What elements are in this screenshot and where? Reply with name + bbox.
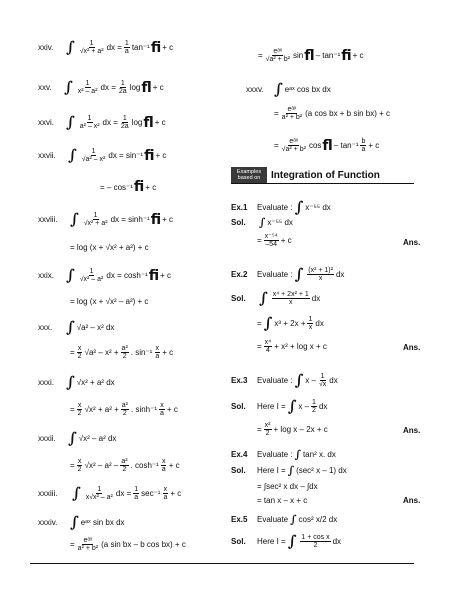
formula-xxviii-alt: = log (x + √x² + a²) + c xyxy=(70,243,149,252)
formula-xxx: xxx. ∫ √a² – x² dx xyxy=(38,318,115,336)
formula-xxxi-result: = $\frac{x}{2}$ √x² + a² + $\frac{\text{a²}}{2}$ . sinh⁻¹ $\frac{x}{a}$ + c xyxy=(70,402,178,418)
formula-xxvi: xxvi. ∫ $\frac{1}{\text{a² – x²}}$ dx = $\frac{1}{2a}$ log ﬂ + c xyxy=(38,113,166,132)
answer-label: Ans. xyxy=(403,426,421,435)
formula-xxiv: xxiv. ∫ $\frac{1}{\text{√x² + a²}}$ dx = $\frac{1}{a}$ tan⁻¹ ﬁ + c xyxy=(38,38,174,57)
solution-3-result: = $\frac{\text{x²}}{2}$ + log x – 2x + c xyxy=(257,422,328,438)
formula-xxvii-alt: = – cos⁻¹ ﬁ + c xyxy=(100,179,157,195)
integral-sign: ∫ xyxy=(66,38,75,57)
formula-xxxii-result: = $\frac{x}{2}$ √x² – a² – $\frac{\text{a²}}{2}$ . cosh⁻¹ $\frac{x}{a}$ + c xyxy=(70,458,180,474)
answer-label: Ans. xyxy=(403,238,421,247)
formula-xxx-result: = $\frac{x}{2}$ √a² – x² + $\frac{\text{a²}}{2}$ . sin⁻¹ $\frac{x}{a}$ + c xyxy=(70,345,174,361)
formula-xxxiv: xxxiv. ∫ eᵃˣ sin bx dx xyxy=(38,513,125,531)
section-header xyxy=(231,167,380,183)
formula-xxviii: xxviii. ∫ $\frac{1}{\text{√x² + a²}}$ dx = sinh⁻¹ ﬁ + c xyxy=(38,210,173,229)
formula-xxxii: xxxii. ∫ √x² – a² dx xyxy=(38,429,117,447)
formula-xxvii: xxvii. ∫ $\frac{1}{\text{√a² – x²}}$ dx = sin⁻¹ ﬁ + c xyxy=(38,146,167,165)
formula-xxxiv-alt: = $\frac{\text{eᵃˣ}}{\text{√a² + b²}}$ sin ﬂ – tan⁻¹ ﬁ + c xyxy=(258,47,364,64)
example-1: Ex.1 Evaluate : ∫ x⁻⁵⁵ dx xyxy=(231,198,331,216)
formula-xxix: xxix. ∫ $\frac{1}{\text{√x² – a²}}$ dx = cosh⁻¹ ﬁ + c xyxy=(38,266,172,285)
formula-xxxiii: xxxiii. ∫ $\frac{1}{\text{x√x² – a²}}$ dx = $\frac{1}{a}$ sec⁻¹ $\frac{x}{a}$ + c xyxy=(38,484,182,503)
formula-xxxiv-result: = $\frac{\text{eᵃˣ}}{\text{a² + b²}}$ (a sin bx – b cos bx) + c xyxy=(70,537,186,553)
answer-label: Ans. xyxy=(403,343,421,352)
solution-2-step: = ∫ x³ + 2x + $\frac{1}{x}$ dx xyxy=(257,314,324,333)
formula-xxv: xxv. ∫ $\frac{1}{\text{x² – a²}}$ dx = $\frac{1}{2a}$ log ﬂ + c xyxy=(38,78,164,97)
solution-4-result: = tan x – x + c xyxy=(257,496,308,505)
solution-5: Sol. Here I = ∫ $\frac{\text{1 + cos x}}{2}$ dx xyxy=(231,532,342,551)
answer-label: Ans. xyxy=(403,496,421,505)
section-divider xyxy=(231,183,414,184)
formula-xxxv-result: = $\frac{\text{eᵃˣ}}{\text{a² + b²}}$ (a cos bx + b sin bx) + c xyxy=(274,106,391,122)
solution-3: Sol. Here I = ∫ x – $\frac{1}{2}$ dx xyxy=(231,397,328,416)
section-title: Integration of Function xyxy=(271,169,380,181)
solution-4-step: = ∫sec² x dx – ∫dx xyxy=(257,482,318,491)
example-4: Ex.4 Evaluate : ∫ tan² x. dx xyxy=(231,448,336,461)
formula-xxxi: xxxi. ∫ √x² + a² dx xyxy=(38,373,115,391)
examples-badge: Examples based on xyxy=(231,167,267,183)
example-3: Ex.3 Evaluate : ∫ x – $\frac{1}{√x}$ dx xyxy=(231,371,338,390)
formula-xxix-alt: = log (x + √x² – a²) + c xyxy=(70,297,149,306)
solution-1: Sol. ∫ x⁻⁵⁵ dx xyxy=(231,216,293,229)
solution-2-result: = $\frac{\text{x⁴}}{4}$ + x² + log x + c xyxy=(257,339,327,355)
page-bottom-rule xyxy=(30,563,414,564)
example-2: Ex.2 Evaluate : ∫ $\frac{\text{(x² + 1)²}}{x}$ dx xyxy=(231,265,345,284)
bracket-glyph: ﬁ xyxy=(150,39,162,56)
example-5: Ex.5 Evaluate ∫ cos² x/2 dx xyxy=(231,513,338,526)
formula-xxxv: xxxv. ∫ eᵃˣ cos bx dx xyxy=(246,80,331,98)
formula-xxxv-alt: = $\frac{\text{eᵃˣ}}{\text{√a² + b²}}$ cos ﬂ – tan⁻¹ $\frac{b}{a}$ + c xyxy=(274,137,380,154)
solution-2: Sol. ∫ $\frac{\text{x⁴ + 2x² + 1}}{x}$ dx xyxy=(231,289,321,308)
solution-4: Sol. Here I = ∫ (sec² x – 1) dx xyxy=(231,464,347,477)
solution-1-result: = $\frac{\text{x⁻⁵⁴}}{-54}$ + c xyxy=(257,233,292,249)
